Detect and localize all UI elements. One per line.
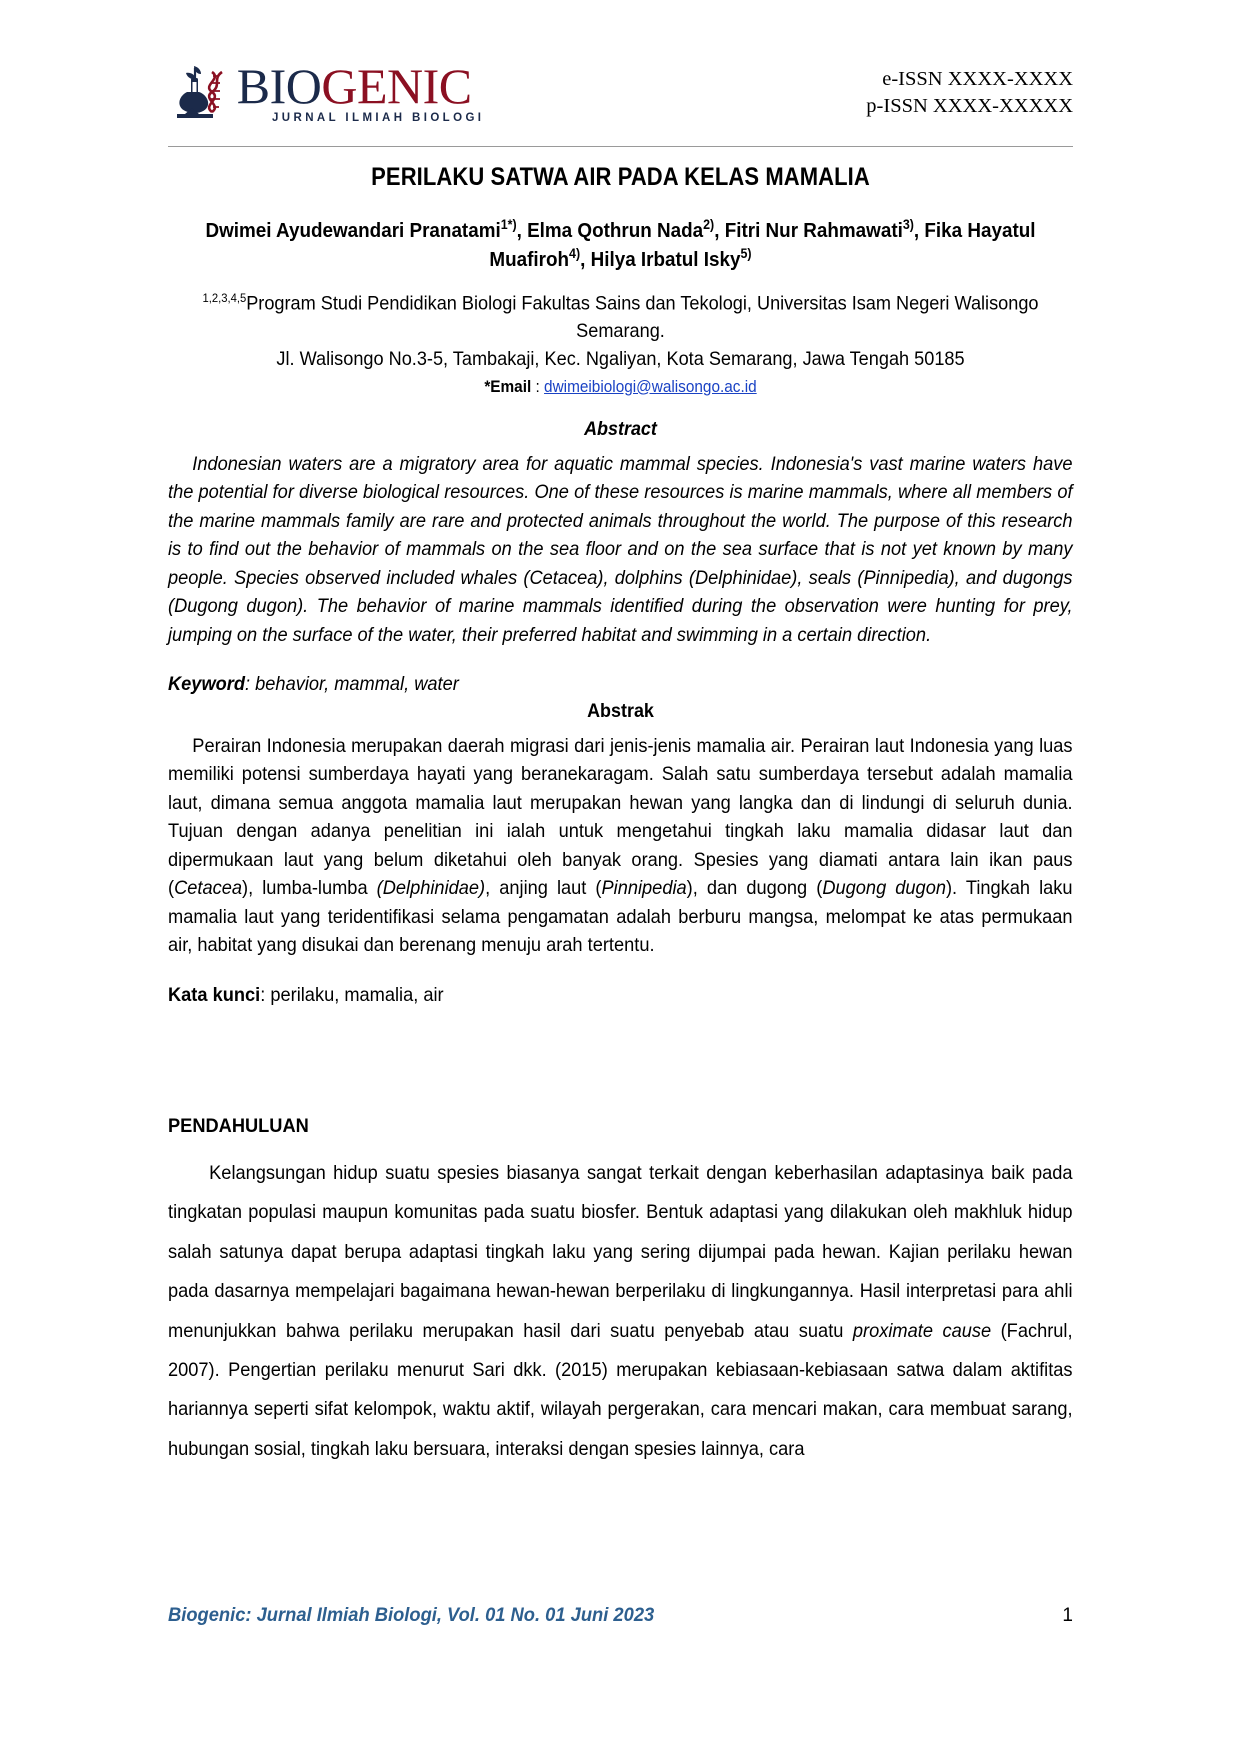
- abstrak-italic-pinnipedia: Pinnipedia: [601, 877, 687, 900]
- affiliation-text: Program Studi Pendidikan Biologi Fakultas Sains dan Tekologi, Universitas Isam Negeri Walisongo Semarang.: [246, 292, 1039, 343]
- keyword-label: Keyword: [168, 673, 246, 696]
- affiliation-block: [200, 290, 1042, 399]
- email-label: *Email: [484, 377, 532, 396]
- e-issn: e-ISSN XXXX-XXXX: [882, 68, 1073, 90]
- logo-letters-genic: GENIC: [321, 58, 472, 114]
- abstrak-text-4: ), dan dugong (: [686, 877, 823, 900]
- journal-masthead: [168, 58, 1073, 146]
- issn-block: [866, 58, 1073, 120]
- footer-page-number: 1: [1062, 1605, 1073, 1626]
- abstrak-keywords: [168, 984, 1014, 1007]
- abstract-body: [168, 450, 1073, 649]
- abstract-section: [168, 418, 1073, 696]
- abstract-heading: Abstract: [584, 418, 657, 440]
- abstrak-text-2: ), lumba-lumba: [241, 877, 377, 900]
- intro-italic-proximate-cause: proximate cause: [852, 1319, 992, 1342]
- email-separator: :: [531, 377, 545, 396]
- abstrak-italic-cetacea: Cetacea: [174, 877, 242, 900]
- logo-letters-io: IO: [269, 58, 322, 114]
- abstrak-section: [168, 700, 1073, 1007]
- abstrak-text-5: ). Tingkah laku mamalia laut yang teridentifikasi selama pengamatan adalah berburu mangsa, melompat ke atas permukaan air, habitat yang disukai dan berenang menuju arah tertentu.: [168, 877, 1073, 957]
- p-issn: p-ISSN XXXX-XXXXX: [866, 95, 1073, 118]
- intro-text-1: Kelangsungan hidup suatu spesies biasanya sangat terkait dengan keberhasilan adaptasinya baik pada tingkatan populasi maupun komunitas pada suatu biosfer. Bentuk adaptasi yang dilakukan oleh makhluk hidup salah satunya dapat berupa adaptasi tingkah laku yang sering dijumpai pada hewan. Kajian perilaku hewan pada dasarnya mempelajari bagaimana hewan-hewan berperilaku di lingkungannya. Hasil interpretasi para ahli menunjukkan bahwa perilaku merupakan hasil dari suatu penyebab atau suatu: [168, 1162, 1073, 1342]
- email-link[interactable]: dwimeibiologi@walisongo.ac.id: [544, 377, 757, 396]
- journal-logo-subtitle: JURNAL ILMIAH BIOLOGI: [272, 112, 485, 124]
- kata-kunci-value: perilaku, mamalia, air: [270, 983, 444, 1006]
- abstract-keywords: [168, 673, 1014, 696]
- page-footer: [168, 1604, 1073, 1627]
- keyword-separator: :: [245, 673, 256, 696]
- abstrak-body: [168, 732, 1073, 960]
- affiliation-superscript: 1,2,3,4,5: [202, 291, 247, 305]
- introduction-paragraph: [168, 1154, 1073, 1469]
- abstract-text: Indonesian waters are a migratory area for aquatic mammal species. Indonesia's vast marine waters have the potential for diverse biological resources. One of these resources is marine mammals, where all members of the marine mammals family are rare and protected animals throughout the world. The purpose of this research is to find out the behavior of mammals on the sea floor and on the sea surface that is not yet known by many people. Species observed included whales (Cetacea), dolphins (Delphinidae), seals (Pinnipedia), and dugongs (Dugong dugon). The behavior of marine mammals identified during the observation were hunting for prey, jumping on the surface of the water, their preferred habitat and swimming in a certain direction.: [168, 453, 1073, 646]
- corresponding-email-line: [200, 376, 1042, 399]
- keyword-value: behavior, mammal, water: [255, 673, 459, 696]
- introduction-section: [168, 1115, 1073, 1469]
- microscope-plant-dna-icon: [168, 62, 226, 124]
- intro-text-2: (Fachrul, 2007). Pengertian perilaku menurut Sari dkk. (2015) merupakan kebiasaan-kebiasaan satwa dalam aktifitas hariannya seperti sifat kelompok, waktu aktif, wilayah pergerakan, cara mencari makan, cara membuat sarang, hubungan sosial, tingkah laku bersuara, interaksi dengan spesies lainnya, cara: [168, 1319, 1073, 1460]
- affiliation-line-1: [200, 290, 1042, 346]
- header-divider: [168, 146, 1073, 147]
- logo-letter-b: B: [236, 58, 270, 114]
- abstrak-text-1: Perairan Indonesia merupakan daerah migrasi dari jenis-jenis mamalia air. Perairan laut Indonesia yang luas memiliki potensi sumberdaya hayati yang beranekaragam. Salah satu sumberdaya tersebut adalah mamalia laut, dimana semua anggota mamalia laut merupakan hewan yang langka dan di lindungi di seluruh dunia. Tujuan dengan adanya penelitian ini ialah untuk mengetahui tingkah laku mamalia didasar laut dan dipermukaan laut yang belum diketahui oleh banyak orang. Spesies yang diamati antara lain ikan paus (: [168, 735, 1073, 900]
- author-list: Dwimei Ayudewandari Pranatami$^{1*)}$, Elma Qothrun Nada$^{2)}$, Fitri Nur Rahmawati$^{3)}$, Fika Hayatul Muafiroh$^{4)}$, Hilya Irbatul Isky$^{5)}$: [205, 217, 1036, 271]
- abstrak-text-3: , anjing laut (: [485, 877, 602, 900]
- journal-logo: [168, 58, 484, 124]
- page-title: PERILAKU SATWA AIR PADA KELAS MAMALIA: [371, 163, 870, 191]
- affiliation-line-2: Jl. Walisongo No.3-5, Tambakaji, Kec. Ngaliyan, Kota Semarang, Jawa Tengah 50185: [276, 347, 965, 370]
- abstrak-italic-dugong: Dugong dugon: [822, 877, 946, 900]
- footer-journal-line: Biogenic: Jurnal Ilmiah Biologi, Vol. 01 No. 01 Juni 2023: [168, 1604, 655, 1626]
- abstrak-italic-delphinidae: (Delphinidae): [376, 877, 486, 900]
- section-heading-pendahuluan: PENDAHULUAN: [168, 1115, 309, 1137]
- kata-kunci-label: Kata kunci: [168, 983, 261, 1006]
- kata-kunci-separator: :: [260, 983, 271, 1006]
- journal-logo-wordmark: [236, 58, 472, 114]
- abstrak-heading: Abstrak: [587, 700, 654, 722]
- journal-logo-text: [224, 58, 485, 124]
